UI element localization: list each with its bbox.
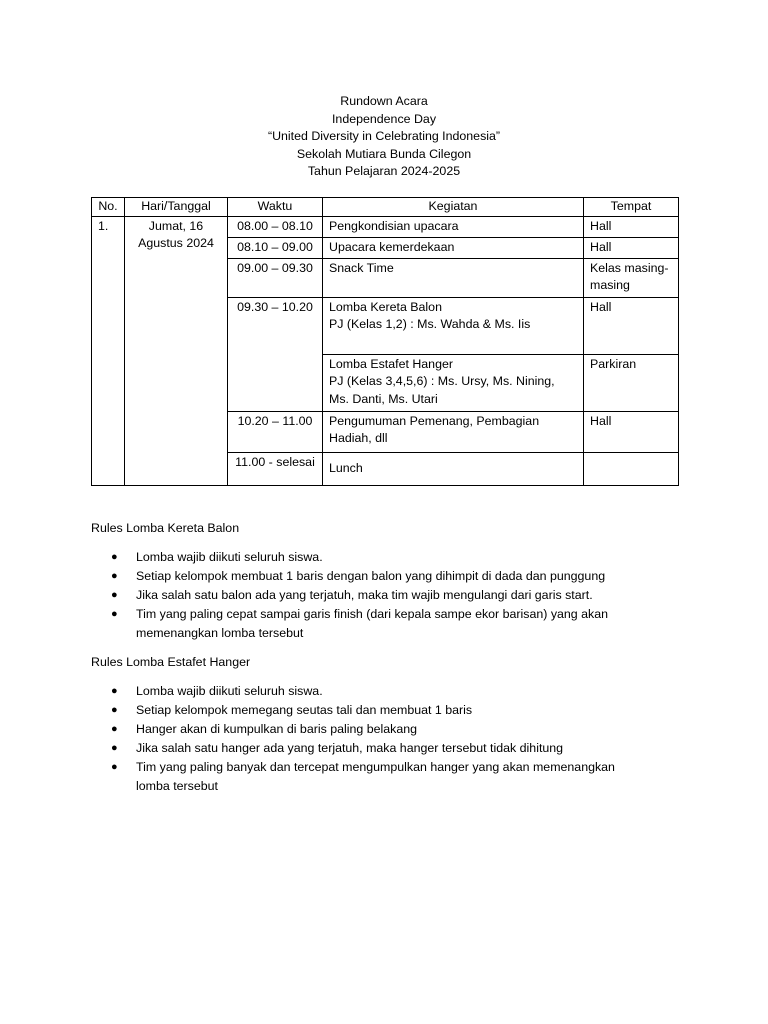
rule-text: Hanger akan di kumpulkan di baris paling belakang: [136, 722, 418, 736]
activity-name: Lomba Estafet Hanger: [329, 356, 453, 371]
list-item: [111, 567, 631, 586]
cell-place: Hall: [584, 237, 679, 258]
activity-pj: PJ (Kelas 3,4,5,6) : Ms. Ursy, Ms. Nining, Ms. Danti, Ms. Utari: [329, 374, 555, 406]
cell-place: Parkiran: [584, 354, 679, 411]
cell-time: 11.00 - selesai: [228, 452, 323, 485]
cell-place: Hall: [584, 297, 679, 354]
list-item: [111, 758, 631, 796]
title-line-rundown: Rundown Acara: [340, 94, 428, 108]
document-title: [0, 93, 768, 181]
bullet-icon: ●: [111, 704, 118, 716]
cell-place: [584, 452, 679, 485]
rule-text: Lomba wajib diikuti seluruh siswa.: [136, 684, 323, 698]
list-item: [111, 701, 631, 720]
cell-no: 1.: [92, 216, 125, 485]
list-item: [111, 682, 631, 701]
cell-time: 09.00 – 09.30: [228, 258, 323, 297]
rule-text: Setiap kelompok memegang seutas tali dan membuat 1 baris: [136, 703, 473, 717]
rule-text: Setiap kelompok membuat 1 baris dengan balon yang dihimpit di dada dan punggung: [136, 569, 606, 583]
list-item: [111, 586, 631, 605]
bullet-icon: ●: [111, 761, 118, 773]
cell-time: 10.20 – 11.00: [228, 411, 323, 452]
list-item: [111, 720, 631, 739]
activity-name: Lomba Kereta Balon: [329, 299, 442, 314]
header-activity: Kegiatan: [323, 198, 584, 217]
list-item: [111, 605, 631, 643]
table-header-row: [92, 198, 679, 217]
rundown-table: [91, 197, 679, 486]
cell-time: 08.00 – 08.10: [228, 216, 323, 237]
cell-activity: [323, 297, 584, 354]
cell-place: Hall: [584, 411, 679, 452]
list-item: [111, 548, 631, 567]
bullet-icon: ●: [111, 723, 118, 735]
title-line-school: Sekolah Mutiara Bunda Cilegon: [296, 146, 472, 161]
cell-activity: Lunch: [323, 452, 584, 485]
cell-place: Kelas masing-masing: [584, 258, 679, 297]
header-time: Waktu: [228, 198, 323, 217]
cell-activity: Pengkondisian upacara: [323, 216, 584, 237]
title-line-event: Independence Day: [331, 111, 437, 126]
list-item: [111, 739, 631, 758]
header-place: Tempat: [584, 198, 679, 217]
activity-pj: PJ (Kelas 1,2) : Ms. Wahda & Ms. Iis: [329, 317, 531, 331]
rules-balon-title: Rules Lomba Kereta Balon: [91, 521, 240, 535]
title-line-theme: “United Diversity in Celebrating Indonesia”: [267, 129, 501, 143]
header-no: No.: [92, 198, 125, 217]
cell-activity: Pengumuman Pemenang, Pembagian Hadiah, dll: [323, 411, 584, 452]
rule-text: Lomba wajib diikuti seluruh siswa.: [136, 550, 323, 564]
cell-time: 08.10 – 09.00: [228, 237, 323, 258]
rules-hanger-title: Rules Lomba Estafet Hanger: [91, 655, 251, 669]
bullet-icon: ●: [111, 551, 118, 563]
rules-balon-list: [111, 548, 631, 643]
rule-text: Jika salah satu hanger ada yang terjatuh, maka hanger tersebut tidak dihitung: [136, 741, 564, 755]
cell-activity: Snack Time: [323, 258, 584, 297]
cell-activity: Upacara kemerdekaan: [323, 237, 584, 258]
rule-text: Jika salah satu balon ada yang terjatuh, maka tim wajib mengulangi dari garis start.: [136, 588, 593, 602]
bullet-icon: ●: [111, 608, 118, 620]
bullet-icon: ●: [111, 742, 118, 754]
cell-activity: [323, 354, 584, 411]
table-row: [92, 216, 679, 237]
cell-time: 09.30 – 10.20: [228, 297, 323, 411]
rules-hanger-list: [111, 682, 631, 796]
bullet-icon: ●: [111, 685, 118, 697]
title-line-year: Tahun Pelajaran 2024-2025: [307, 164, 461, 178]
header-day: Hari/Tanggal: [125, 198, 228, 217]
bullet-icon: ●: [111, 570, 118, 582]
rule-text: Tim yang paling banyak dan tercepat mengumpulkan hanger yang akan memenangkan lomba tersebut: [136, 760, 615, 793]
cell-place: Hall: [584, 216, 679, 237]
cell-day: Jumat, 16 Agustus 2024: [125, 216, 228, 485]
bullet-icon: ●: [111, 589, 118, 601]
rule-text: Tim yang paling cepat sampai garis finish (dari kepala sampe ekor barisan) yang akan memenangkan lomba tersebut: [136, 607, 609, 640]
